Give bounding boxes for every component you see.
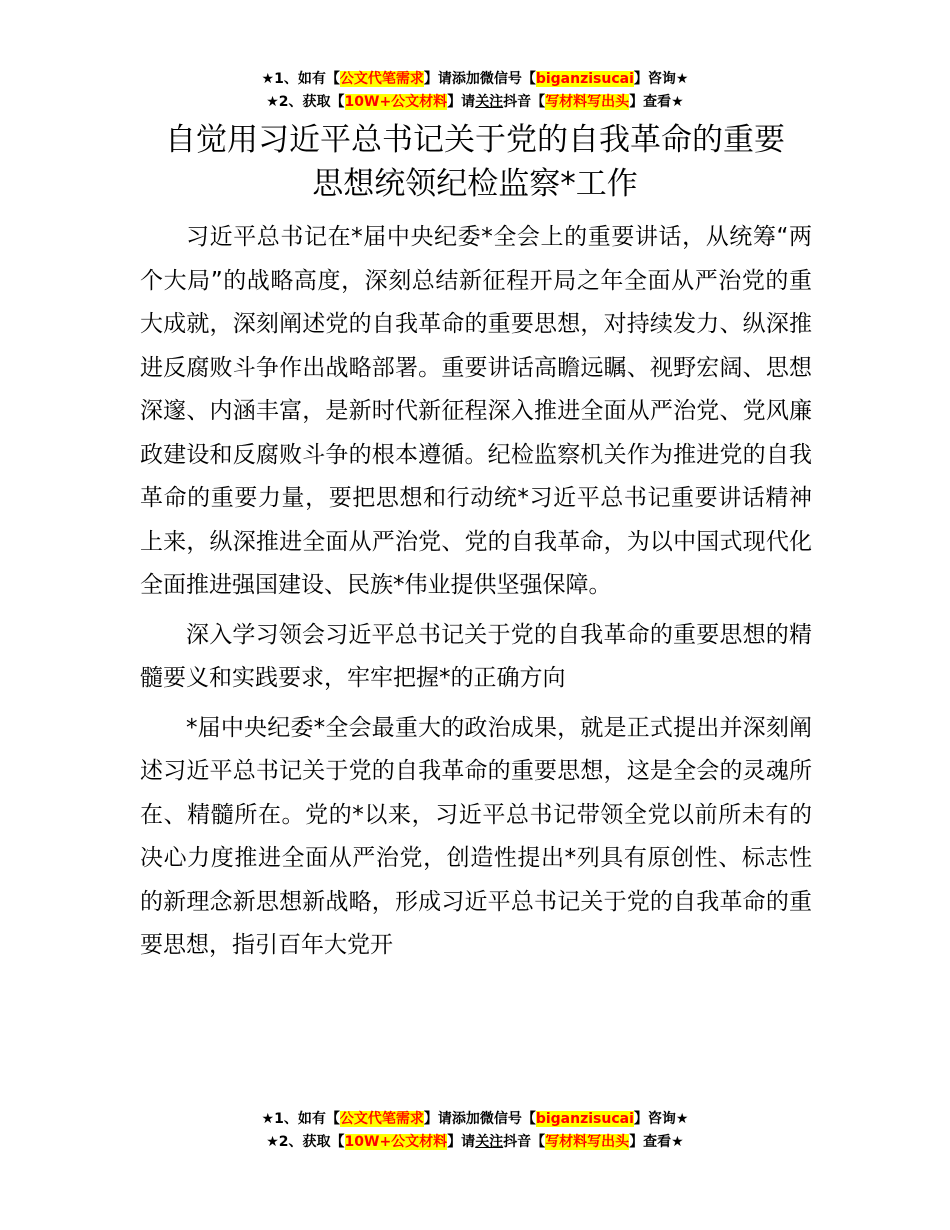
promo-footer-line-1: ★1、如有【公文代笔需求】请添加微信号【biganzisucai】咨询★ bbox=[261, 1111, 689, 1127]
promo-highlight-materials: 10W+公文材料 bbox=[344, 94, 448, 110]
body-paragraph-2: 深入学习领会习近平总书记关于党的自我革命的重要思想的精髓要义和实践要求，牢牢把握*的正确方向 bbox=[140, 621, 812, 691]
promo-footer bbox=[0, 1108, 950, 1154]
promo-highlight-wechat-id: biganzisucai bbox=[535, 71, 634, 87]
promo-highlight-materials: 10W+公文材料 bbox=[344, 1134, 448, 1150]
document-title-line-1: 自觉用习近平总书记关于党的自我革命的重要 bbox=[165, 122, 785, 158]
promo-header bbox=[0, 68, 950, 114]
body-paragraph-1: 习近平总书记在*届中央纪委*全会上的重要讲话，从统筹“两个大局”的战略高度，深刻总结新征程开局之年全面从严治党的重大成就，深刻阐述党的自我革命的重要思想，对持续发力、纵深推进反腐败斗争作出战略部署。重要讲话高瞻远瞩、视野宏阔、思想深邃、内涵丰富，是新时代新征程深入推进全面从严治党、党风廉政建设和反腐败斗争的根本遵循。纪检监察机关作为推进党的自我革命的重要力量，要把思想和行动统*习近平总书记重要讲话精神上来，纵深推进全面从严治党、党的自我革命，为以中国式现代化全面推进强国建设、民族*伟业提供坚强保障。 bbox=[140, 224, 812, 598]
promo-highlight-douyin-account: 写材料写出头 bbox=[545, 1134, 630, 1150]
promo-header-line-1: ★1、如有【公文代笔需求】请添加微信号【biganzisucai】咨询★ bbox=[261, 71, 689, 87]
promo-highlight-service: 公文代笔需求 bbox=[339, 71, 424, 87]
promo-underlined-follow: 关注 bbox=[475, 94, 504, 110]
document-body bbox=[140, 216, 812, 974]
document-title-line-2: 思想统领纪检监察*工作 bbox=[312, 166, 638, 202]
promo-highlight-wechat-id: biganzisucai bbox=[535, 1111, 634, 1127]
promo-highlight-douyin-account: 写材料写出头 bbox=[545, 94, 630, 110]
promo-underlined-follow: 关注 bbox=[475, 1134, 504, 1150]
promo-footer-line-2: ★2、获取【10W+公文材料】请关注抖音【写材料写出头】查看★ bbox=[266, 1134, 684, 1150]
document-title bbox=[60, 118, 890, 206]
body-paragraph-3: *届中央纪委*全会最重大的政治成果，就是正式提出并深刻阐述习近平总书记关于党的自我革命的重要思想，这是全会的灵魂所在、精髓所在。党的*以来，习近平总书记带领全党以前所未有的决心力度推进全面从严治党，创造性提出*列具有原创性、标志性的新理念新思想新战略，形成习近平总书记关于党的自我革命的重要思想，指引百年大党开 bbox=[140, 714, 812, 958]
promo-highlight-service: 公文代笔需求 bbox=[339, 1111, 424, 1127]
promo-header-line-2: ★2、获取【10W+公文材料】请关注抖音【写材料写出头】查看★ bbox=[266, 94, 684, 110]
